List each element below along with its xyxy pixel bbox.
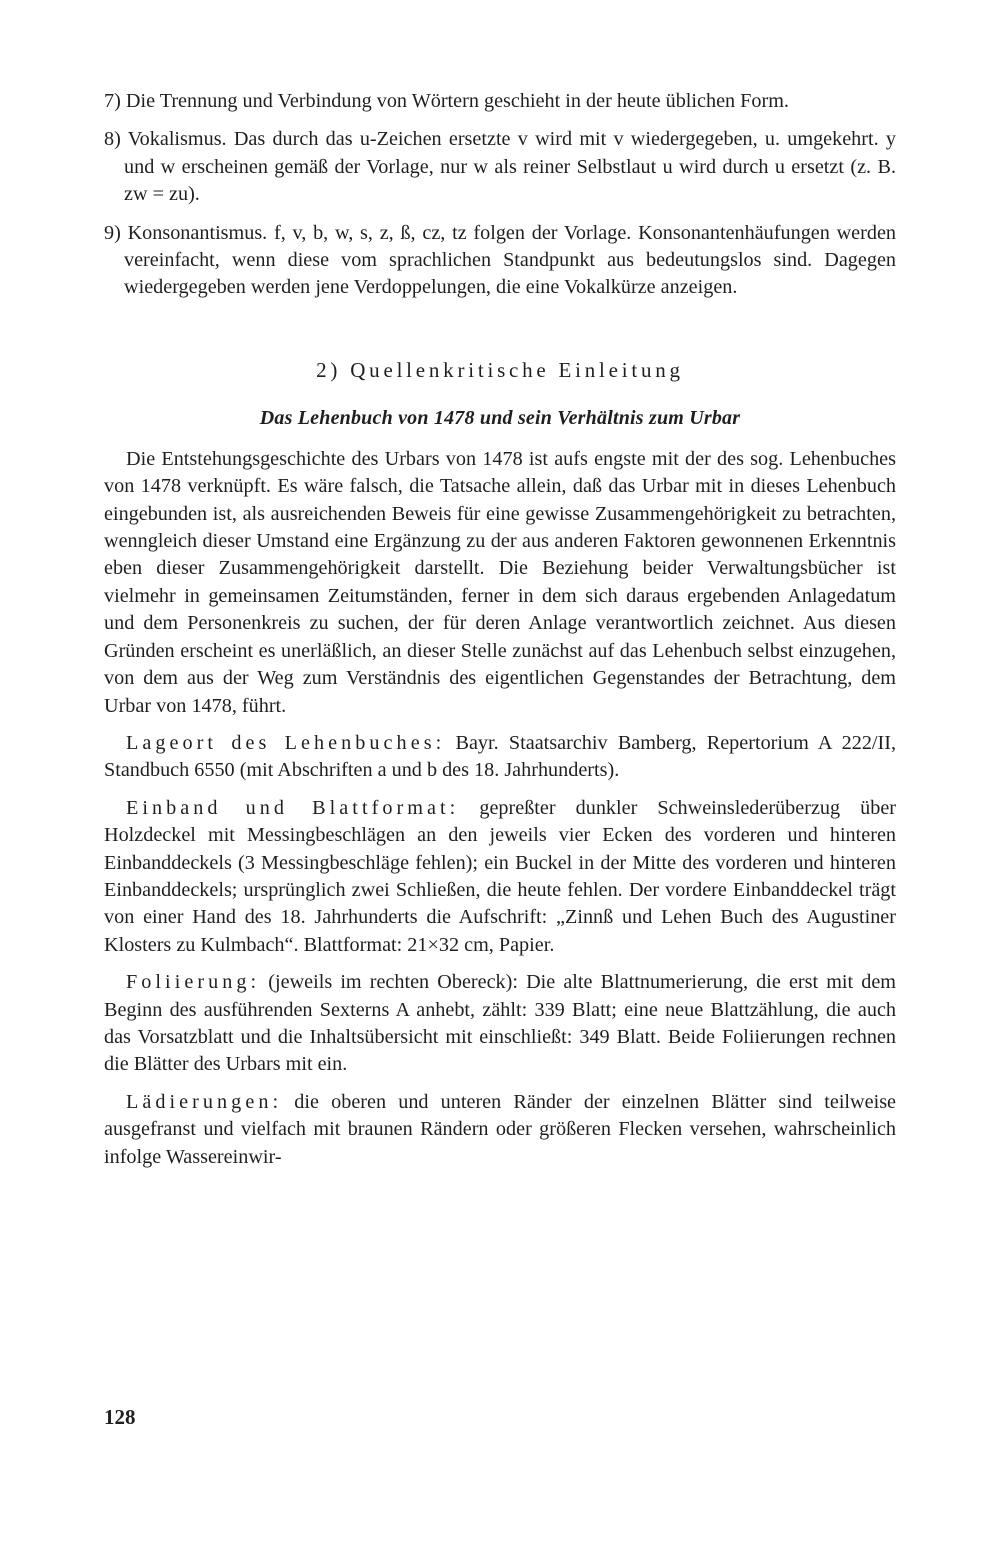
entry-text: (jeweils im rechten Obereck): Die alte Blattnumerierung, die erst mit dem Beginn des ausführenden Sexterns A anhebt, zählt: 339 Blatt; eine neue Blattzählung, die auch das Vorsatzblatt und die Inhaltsübersicht mit einschließt: 349 Blatt. Beide Foliierungen rechnen die Blätter des Urbars mit ein.	[104, 971, 897, 1076]
intro-paragraph: Die Entstehungsgeschichte des Urbars von 1478 ist aufs engste mit der des sog. Lehenbuches von 1478 verknüpft. Es wäre falsch, die Tatsache allein, daß das Urbar mit in dieses Lehenbuch eingebunden ist, als ausreichenden Beweis für eine gewisse Zusammengehörigkeit zu betrachten, wenngleich dieser Umstand eine Ergänzung zu der aus anderen Faktoren gewonnenen Erkenntnis eben dieser Zusammengehörigkeit darstellt. Die Beziehung beider Verwaltungsbücher ist vielmehr in gemeinsamen Zeitumständen, ferner in dem sich daraus ergebenden Anlagedatum und dem Personenkreis zu suchen, der für deren Anlage verantwortlich zeichnet. Aus diesen Gründen erscheint es unerläßlich, an dieser Stelle zunächst auf das Lehenbuch selbst einzugehen, von dem aus der Weg zum Verständnis des eigentlichen Gegenstandes der Betrachtung, dem Urbar von 1478, führt.	[104, 447, 896, 717]
list-item-text: Vokalismus. Das durch das u-Zeichen ersetzte v wird mit v wiedergegeben, u. umgekehrt. y und w erscheinen gemäß der Vorlage, nur w als reiner Selbstlaut u wird durch u ersetzt (z. B. zw = zu).	[124, 128, 896, 206]
page-content	[104, 88, 896, 1171]
entry-text: Bayr. Staatsarchiv Bamberg, Repertorium A 222/II, Standbuch 6550 (mit Abschriften a und b des 18. Jahrhunderts).	[104, 731, 897, 782]
entry-label: Foliierung:	[126, 971, 261, 994]
entry-text: gepreßter dunkler Schweinslederüberzug über Holzdeckel mit Messingbeschlägen an den jeweils vier Ecken des vorderen und hinteren Einbanddeckels (3 Messingbeschläge fehlen); ein Buckel in der Mitte des vorderen und hinteren Einbanddeckels; ursprünglich zwei Schließen, die heute fehlen. Der vordere Einbanddeckel trägt von einer Hand des 18. Jahrhunderts die Aufschrift: „Zinnß und Lehen Buch des Augustiner Klosters zu Kulmbach“. Blattformat: 21×32 cm, Papier.	[104, 796, 897, 956]
page-number: 128	[104, 1405, 136, 1429]
entry-foliation	[104, 969, 896, 1079]
list-item	[104, 126, 896, 208]
numbered-rules-list	[104, 88, 896, 302]
list-item-number: 9)	[104, 221, 121, 244]
entry-text: die oberen und unteren Ränder der einzelnen Blätter sind teilweise ausgefranst und vielfach mit braunen Rändern oder größeren Flecken versehen, wahrscheinlich infolge Wassereinwir-	[104, 1090, 897, 1168]
list-item-number: 8)	[104, 128, 121, 151]
section-subtitle: Das Lehenbuch von 1478 und sein Verhältnis zum Urbar	[259, 406, 741, 429]
list-item	[104, 88, 896, 115]
entry-label: Einband und Blattformat:	[126, 796, 460, 819]
section-heading: 2) Quellenkritische Einleitung	[316, 357, 684, 382]
entry-damage	[104, 1089, 896, 1171]
list-item-text: Konsonantismus. f, v, b, w, s, z, ß, cz, tz folgen der Vorlage. Konsonantenhäufungen werden vereinfacht, wenn diese vom sprachlichen Standpunkt aus bedeutungslos sind. Dagegen wiedergegeben werden jene Verdoppelungen, die eine Vokalkürze anzeigen.	[124, 221, 897, 299]
entry-label: Lädierungen:	[126, 1090, 283, 1113]
entry-location	[104, 730, 896, 785]
list-item-text: Die Trennung und Verbindung von Wörtern geschieht in der heute üblichen Form.	[125, 90, 789, 112]
list-item	[104, 220, 897, 302]
entry-label: Lageort des Lehenbuches:	[126, 731, 446, 754]
list-item-number: 7)	[104, 90, 121, 112]
entry-binding	[104, 795, 896, 959]
